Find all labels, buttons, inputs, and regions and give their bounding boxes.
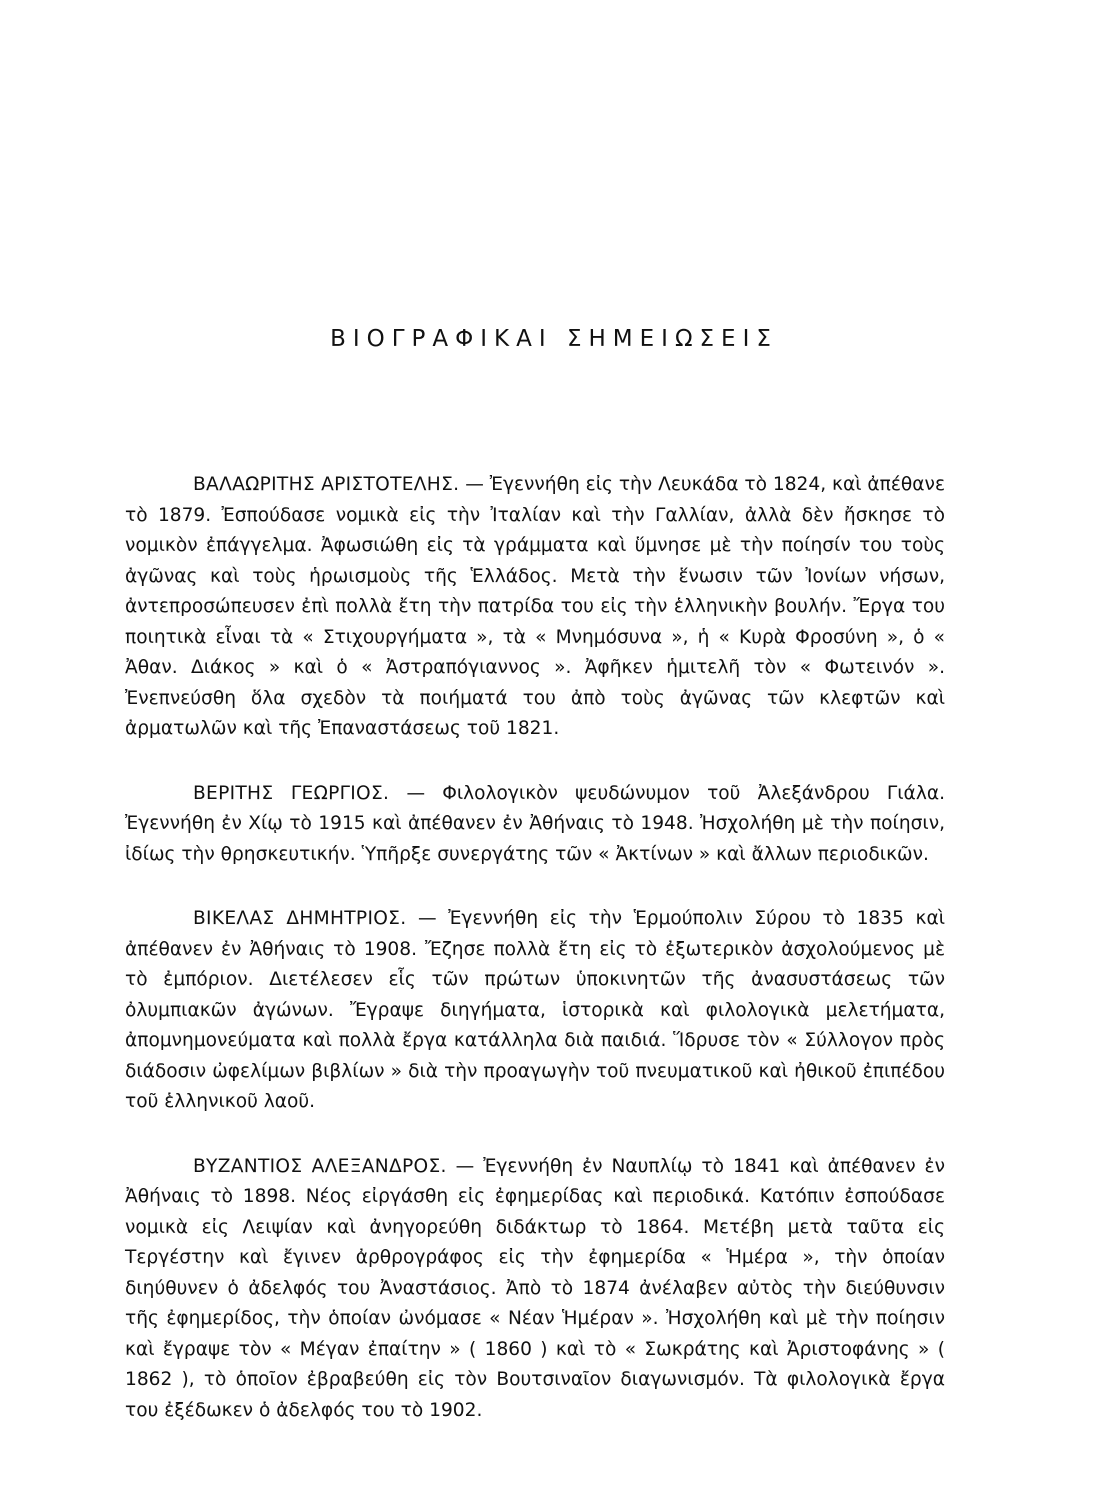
entry-heading: ΒΙΚΕΛΑΣ ΔΗΜΗΤΡΙΟΣ.	[193, 908, 407, 929]
entry-heading: ΒΑΛΑΩΡΙΤΗΣ ΑΡΙΣΤΟΤΕΛΗΣ.	[193, 474, 460, 495]
entry-body: — Ἐγεννήθη ἐν Ναυπλίῳ τὸ 1841 καὶ ἀπέθανεν ἐν Ἀθήναις τὸ 1898. Νέος εἰργάσθη εἰς ἐφημερίδας καὶ περιοδικά. Κατόπιν ἐσπούδασε νομικὰ εἰς Λειψίαν καὶ ἀνηγορεύθη διδάκτωρ τὸ 1864. Μετέβη μετὰ ταῦτα εἰς Τεργέστην καὶ ἔγινεν ἀρθρογράφος εἰς τὴν ἐφημερίδα « Ἡμέρα », τὴν ὁποίαν διηύθυνεν ὁ ἀδελφός του Ἀναστάσιος. Ἀπὸ τὸ 1874 ἀνέλαβεν αὐτὸς τὴν διεύθυνσιν τῆς ἐφημερίδος, τὴν ὁποίαν ὠνόμασε « Νέαν Ἡμέραν ». Ἠσχολήθη καὶ μὲ τὴν ποίησιν καὶ ἔγραψε τὸν « Μέγαν ἐπαίτην » ( 1860 ) καὶ τὸ « Σωκράτης καὶ Ἀριστοφάνης » ( 1862 ), τὸ ὁποῖον ἐβραβεύθη εἰς τὸν Βουτσιναῖον διαγωνισμόν. Τὰ φιλολογικὰ ἔργα του ἐξέδωκεν ὁ ἀδελφός του τὸ 1902.	[125, 1155, 945, 1421]
biography-entry	[125, 904, 945, 1118]
entry-body: — Φιλολογικὸν ψευδώνυμον τοῦ Ἀλεξάνδρου Γιάλα. Ἐγεννήθη ἐν Χίῳ τὸ 1915 καὶ ἀπέθανεν ἐν Ἀθήναις τὸ 1948. Ἠσχολήθη μὲ τὴν ποίησιν, ἰδίως τὴν θρησκευτικήν. Ὑπῆρξε συνεργάτης τῶν « Ἀκτίνων » καὶ ἄλλων περιοδικῶν.	[125, 782, 945, 865]
biography-list	[125, 470, 945, 1460]
page-title: ΒΙΟΓΡΑΦΙΚΑΙ ΣΗΜΕΙΩΣΕΙΣ	[330, 326, 778, 352]
biography-entry	[125, 470, 945, 745]
entry-heading: ΒΥΖΑΝΤΙΟΣ ΑΛΕΞΑΝΔΡΟΣ.	[193, 1155, 447, 1177]
biography-entry	[125, 1152, 945, 1427]
biography-entry	[125, 779, 945, 871]
entry-heading: ΒΕΡΙΤΗΣ ΓΕΩΡΓΙΟΣ.	[193, 782, 390, 804]
entry-body: — Ἐγεννήθη εἰς τὴν Ἑρμούπολιν Σύρου τὸ 1835 καὶ ἀπέθανεν ἐν Ἀθήναις τὸ 1908. Ἔζησε πολλὰ ἔτη εἰς τὸ ἐξωτερικὸν ἀσχολούμενος μὲ τὸ ἐμπόριον. Διετέλεσεν εἷς τῶν πρώτων ὑποκινητῶν τῆς ἀνασυστάσεως τῶν ὀλυμπιακῶν ἀγώνων. Ἔγραψε διηγήματα, ἱστορικὰ καὶ φιλολογικὰ μελετήματα, ἀπομνημονεύματα καὶ πολλὰ ἔργα κατάλληλα διὰ παιδιά. Ἵδρυσε τὸν « Σύλλογον πρὸς διάδοσιν ὠφελίμων βιβλίων » διὰ τὴν προαγωγὴν τοῦ πνευματικοῦ καὶ ἠθικοῦ ἐπιπέδου τοῦ ἑλληνικοῦ λαοῦ.	[125, 908, 945, 1112]
entry-body: — Ἐγεννήθη εἰς τὴν Λευκάδα τὸ 1824, καὶ ἀπέθανε τὸ 1879. Ἐσπούδασε νομικὰ εἰς τὴν Ἰταλίαν καὶ τὴν Γαλλίαν, ἀλλὰ δὲν ἤσκησε τὸ νομικὸν ἐπάγγελμα. Ἀφωσιώθη εἰς τὰ γράμματα καὶ ὕμνησε μὲ τὴν ποίησίν του τοὺς ἀγῶνας καὶ τοὺς ἡρωισμοὺς τῆς Ἑλλάδος. Μετὰ τὴν ἕνωσιν τῶν Ἰονίων νήσων, ἀντεπροσώπευσεν ἐπὶ πολλὰ ἔτη τὴν πατρίδα του εἰς τὴν ἑλληνικὴν βουλήν. Ἔργα του ποιητικὰ εἶναι τὰ « Στιχουργήματα », τὰ « Μνημόσυνα », ἡ « Κυρὰ Φροσύνη », ὁ « Ἀθαν. Διάκος » καὶ ὁ « Ἀστραπόγιαννος ». Ἀφῆκεν ἡμιτελῆ τὸν « Φωτεινόν ». Ἐνεπνεύσθη ὅλα σχεδὸν τὰ ποιήματά του ἀπὸ τοὺς ἀγῶνας τῶν κλεφτῶν καὶ ἀρματωλῶν καὶ τῆς Ἐπαναστάσεως τοῦ 1821.	[125, 474, 945, 739]
